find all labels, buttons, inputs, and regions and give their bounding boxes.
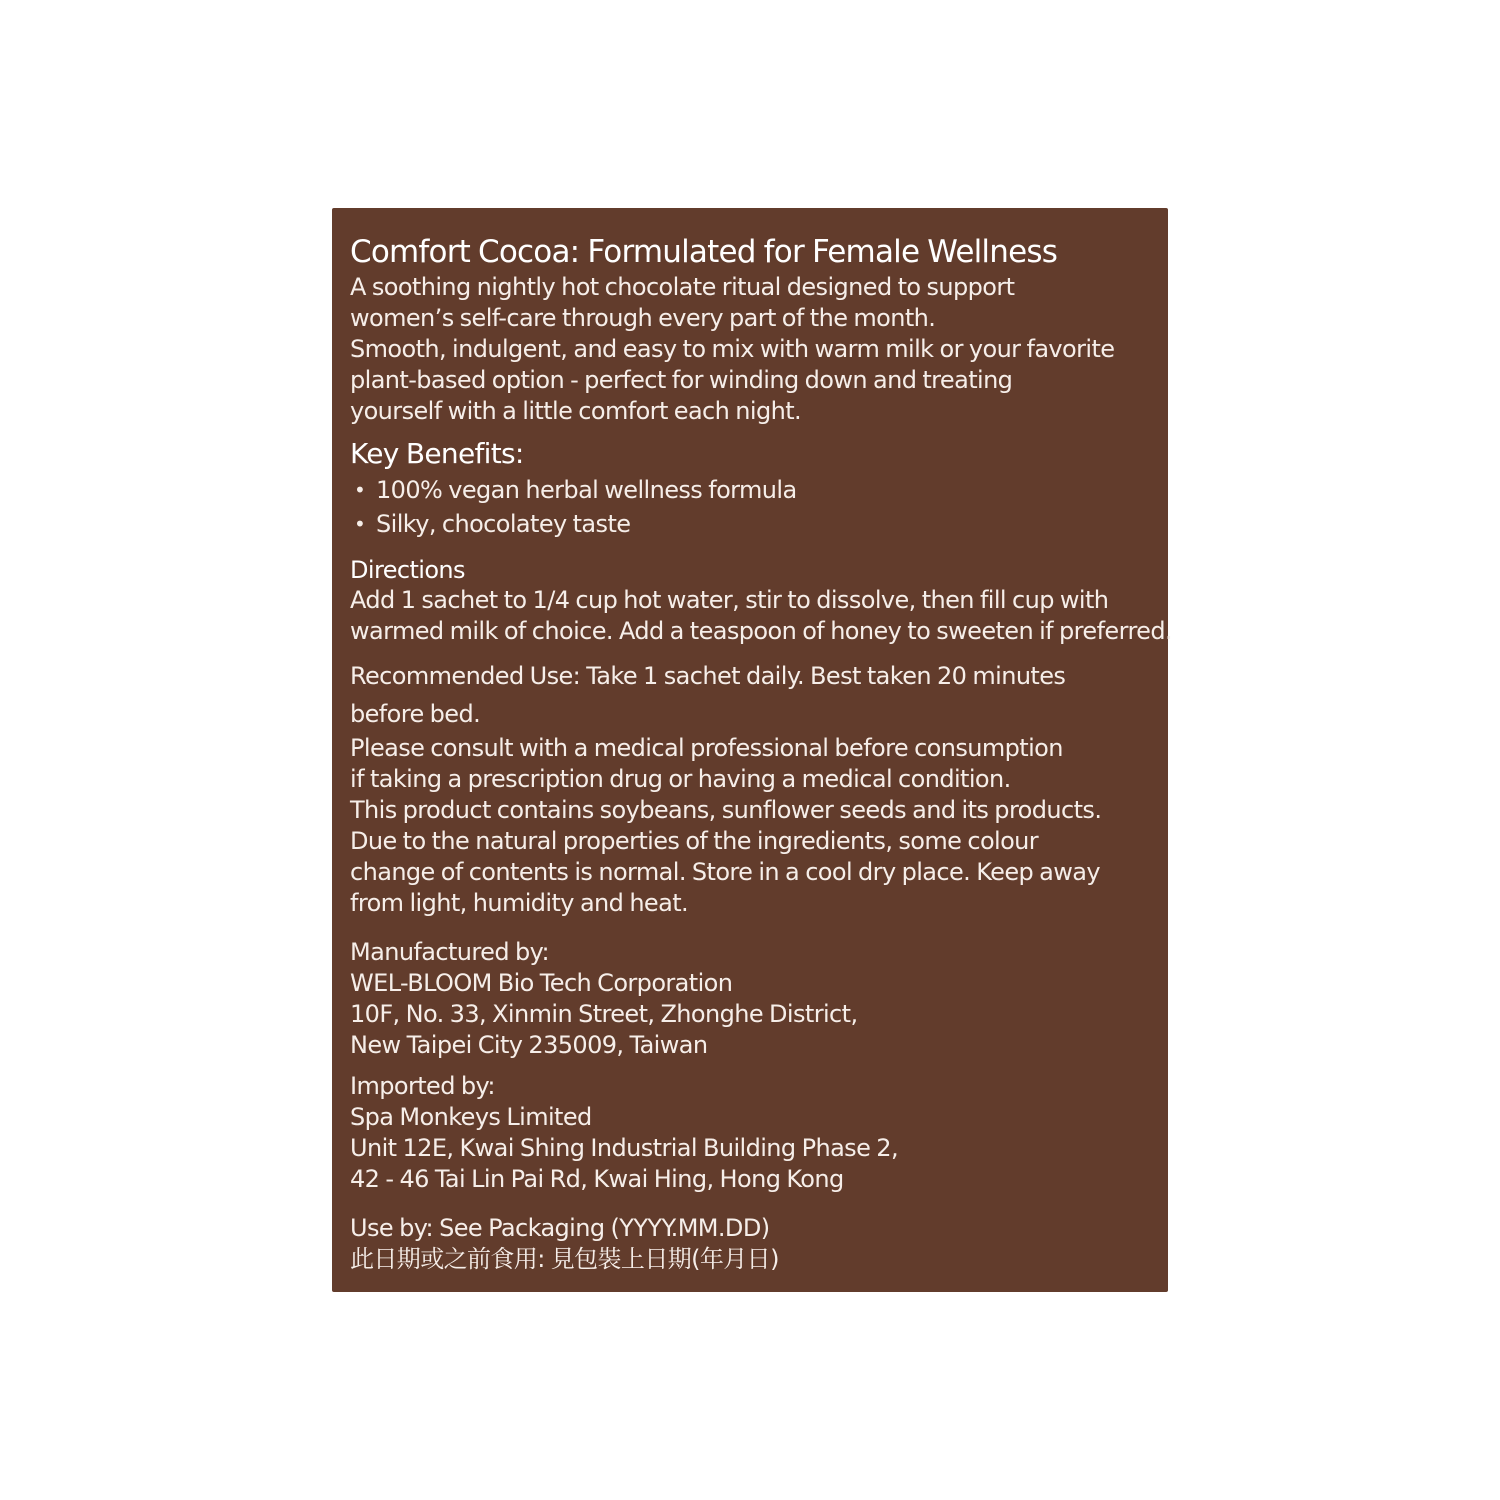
warning-line: Please consult with a medical professional before consumption (350, 734, 1063, 762)
description-line: Smooth, indulgent, and easy to mix with warm milk or your favorite (350, 335, 1115, 363)
product-description (350, 272, 1150, 427)
directions-text (350, 585, 1173, 647)
manufacturer-line: 10F, No. 33, Xinmin Street, Zhonghe District, (350, 1000, 858, 1028)
benefit-item (350, 473, 1150, 507)
benefit-text: 100% vegan herbal wellness formula (376, 476, 797, 504)
description-line: A soothing nightly hot chocolate ritual designed to support (350, 273, 1015, 301)
description-line: plant-based option - perfect for winding down and treating (350, 366, 1013, 394)
key-benefits-list (350, 473, 1150, 541)
directions-line: warmed milk of choice. Add a teaspoon of honey to sweeten if preferred. (350, 617, 1173, 645)
recommended-use-line: before bed. (350, 700, 481, 728)
warning-line: change of contents is normal. Store in a cool dry place. Keep away (350, 858, 1100, 886)
product-label-panel (332, 208, 1173, 1292)
use-by-block (350, 1213, 1150, 1275)
recommended-use (350, 657, 1150, 733)
warning-line: from light, humidity and heat. (350, 889, 689, 917)
importer-line: Unit 12E, Kwai Shing Industrial Building Phase 2, (350, 1134, 898, 1162)
bullet-icon: • (354, 512, 366, 536)
description-line: women’s self-care through every part of the month. (350, 304, 936, 332)
key-benefits-heading: Key Benefits: (350, 437, 524, 470)
directions-line: Add 1 sachet to 1/4 cup hot water, stir to dissolve, then fill cup with (350, 586, 1109, 614)
use-by-line: Use by: See Packaging (YYYY.MM.DD) (350, 1214, 770, 1242)
recommended-use-line: Recommended Use: Take 1 sachet daily. Best taken 20 minutes (350, 662, 1066, 690)
manufacturer-heading: Manufactured by: (350, 938, 549, 966)
manufacturer-block (350, 937, 1150, 1061)
product-title: Comfort Cocoa: Formulated for Female Wellness (350, 234, 1058, 270)
importer-line: 42 - 46 Tai Lin Pai Rd, Kwai Hing, Hong Kong (350, 1165, 844, 1193)
description-line: yourself with a little comfort each night. (350, 397, 802, 425)
warning-line: if taking a prescription drug or having a medical condition. (350, 765, 1011, 793)
importer-block (350, 1071, 1150, 1195)
warning-line: Due to the natural properties of the ingredients, some colour (350, 827, 1039, 855)
benefit-item (350, 507, 1150, 541)
use-by-chinese-line: 此日期或之前食用: 見包裝上日期(年月日) (350, 1245, 779, 1273)
bullet-icon: • (354, 478, 366, 502)
warning-line: This product contains soybeans, sunflower seeds and its products. (350, 796, 1102, 824)
manufacturer-line: WEL-BLOOM Bio Tech Corporation (350, 969, 733, 997)
warnings (350, 733, 1150, 919)
manufacturer-line: New Taipei City 235009, Taiwan (350, 1031, 708, 1059)
importer-heading: Imported by: (350, 1072, 495, 1100)
benefit-text: Silky, chocolatey taste (376, 510, 631, 538)
importer-line: Spa Monkeys Limited (350, 1103, 592, 1131)
directions-heading: Directions (350, 556, 465, 584)
